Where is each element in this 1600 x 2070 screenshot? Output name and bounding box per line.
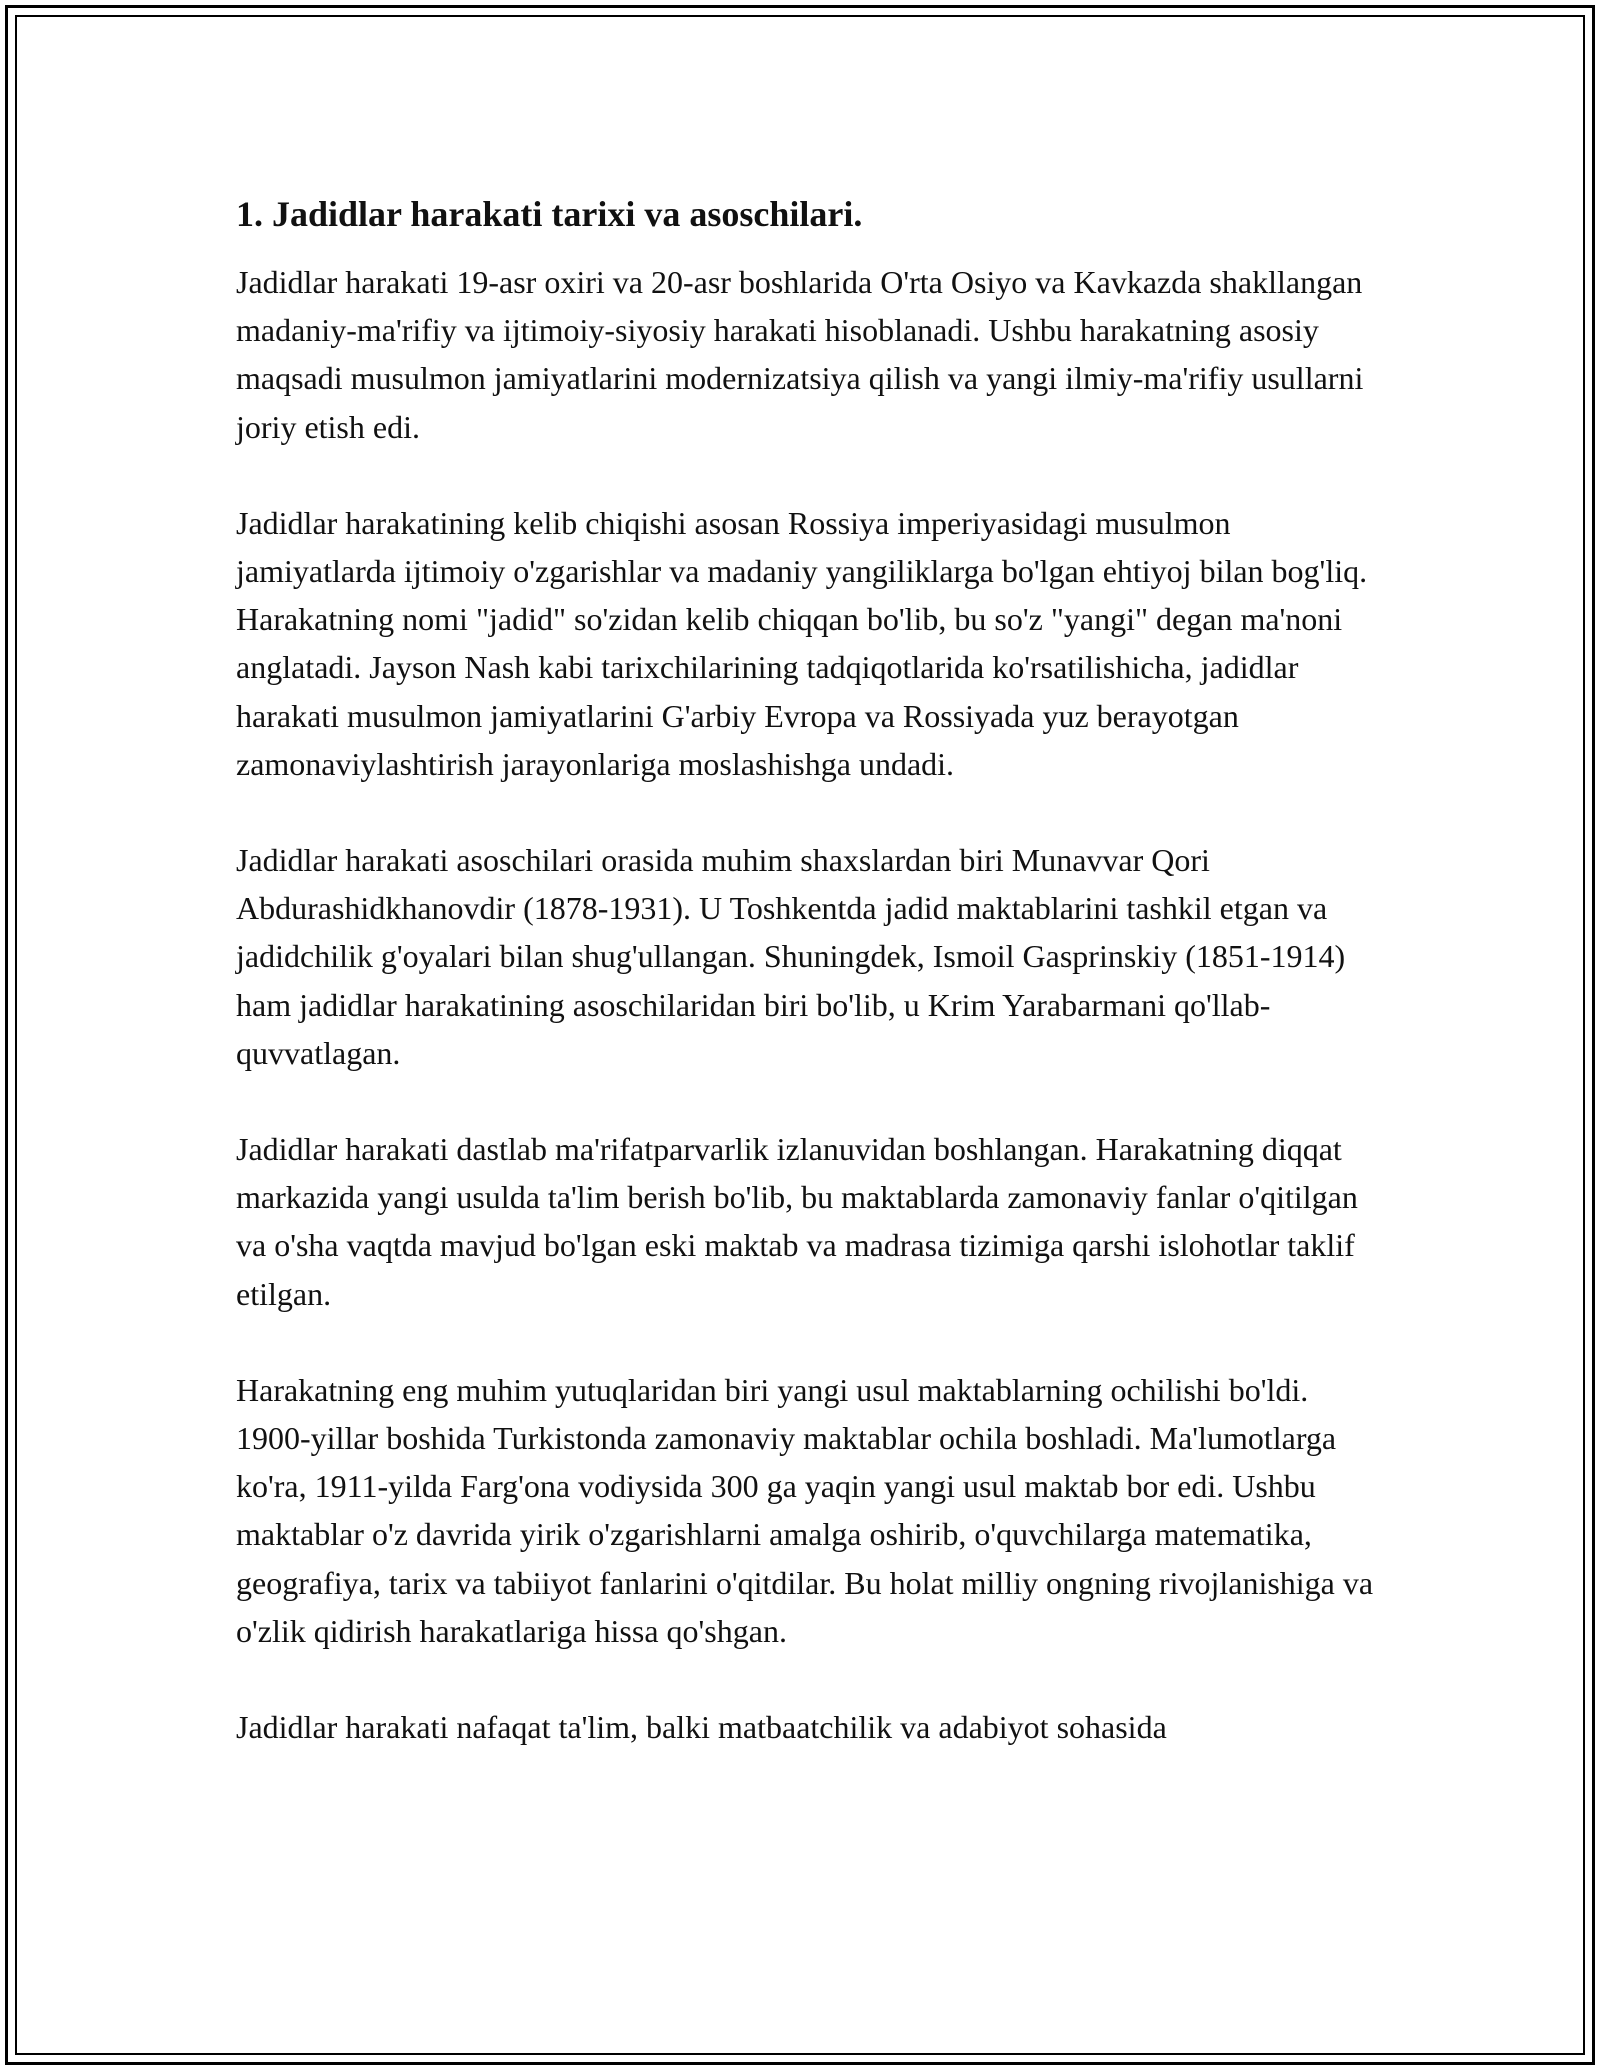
- paragraph-intro: Jadidlar harakati 19-asr oxiri va 20-asr boshlarida O'rta Osiyo va Kavkazda shakllangan madaniy-ma'rifiy va ijtimoiy-siyosiy harakati hisoblanadi. Ushbu harakatning asosiy maqsadi musulmon jamiyatlarini modernizatsiya qilish va yangi ilmiy-ma'rifiy usullarni joriy etish edi.: [236, 264, 1364, 445]
- paragraph-founders: Jadidlar harakati asoschilari orasida muhim shaxslardan biri Munavvar Qori Abdurashidkhanovdir (1878-1931). U Toshkentda jadid maktablarini tashkil etgan va jadidchilik g'oyalari bilan shug'ullangan. Shuningdek, Ismoil Gasprinskiy (1851-1914) ham jadidlar harakatining asoschilaridan biri bo'lib, u Krim Yarabarmani qo'llab-quvvatlagan.: [236, 842, 1346, 1071]
- section-heading: 1. Jadidlar harakati tarixi va asoschilari.: [236, 194, 863, 234]
- paragraph-new-method-schools: Harakatning eng muhim yutuqlaridan biri yangi usul maktablarning ochilishi bo'ldi. 1900-yillar boshida Turkistonda zamonaviy maktablar ochila boshladi. Ma'lumotlarga ko'ra, 1911-yilda Farg'ona vodiysida 300 ga yaqin yangi usul maktab bor edi. Ushbu maktablar o'z davrida yirik o'zgarishlarni amalga oshirib, o'quvchilarga matematika, geografiya, tarix va tabiiyot fanlarini o'qitdilar. Bu holat milliy ongning rivojlanishiga va o'zlik qidirish harakatlariga hissa qo'shgan.: [236, 1371, 1374, 1649]
- paragraph-origins: Jadidlar harakatining kelib chiqishi asosan Rossiya imperiyasidagi musulmon jamiyatlarda ijtimoiy o'zgarishlar va madaniy yangiliklarga bo'lgan ehtiyoj bilan bog'liq. Harakatning nomi "jadid" so'zidan kelib chiqqan bo'lib, bu so'z "yangi" degan ma'noni anglatadi. Jayson Nash kabi tarixchilarining tadqiqotlarida ko'rsatilishicha, jadidlar harakati musulmon jamiyatlarini G'arbiy Evropa va Rossiyada yuz berayotgan zamonaviylashtirish jarayonlariga moslashishga undadi.: [236, 504, 1368, 782]
- paragraph-early-education: Jadidlar harakati dastlab ma'rifatparvarlik izlanuvidan boshlangan. Harakatning diqqat markazida yangi usulda ta'lim berish bo'lib, bu maktablarda zamonaviy fanlar o'qitilgan va o'sha vaqtda mavjud bo'lgan eski maktab va madrasa tizimiga qarshi islohotlar taklif etilgan.: [236, 1131, 1358, 1312]
- paragraph-press-literature: Jadidlar harakati nafaqat ta'lim, balki matbaatchilik va adabiyot sohasida: [236, 1709, 1167, 1746]
- document-body: [236, 190, 1386, 1751]
